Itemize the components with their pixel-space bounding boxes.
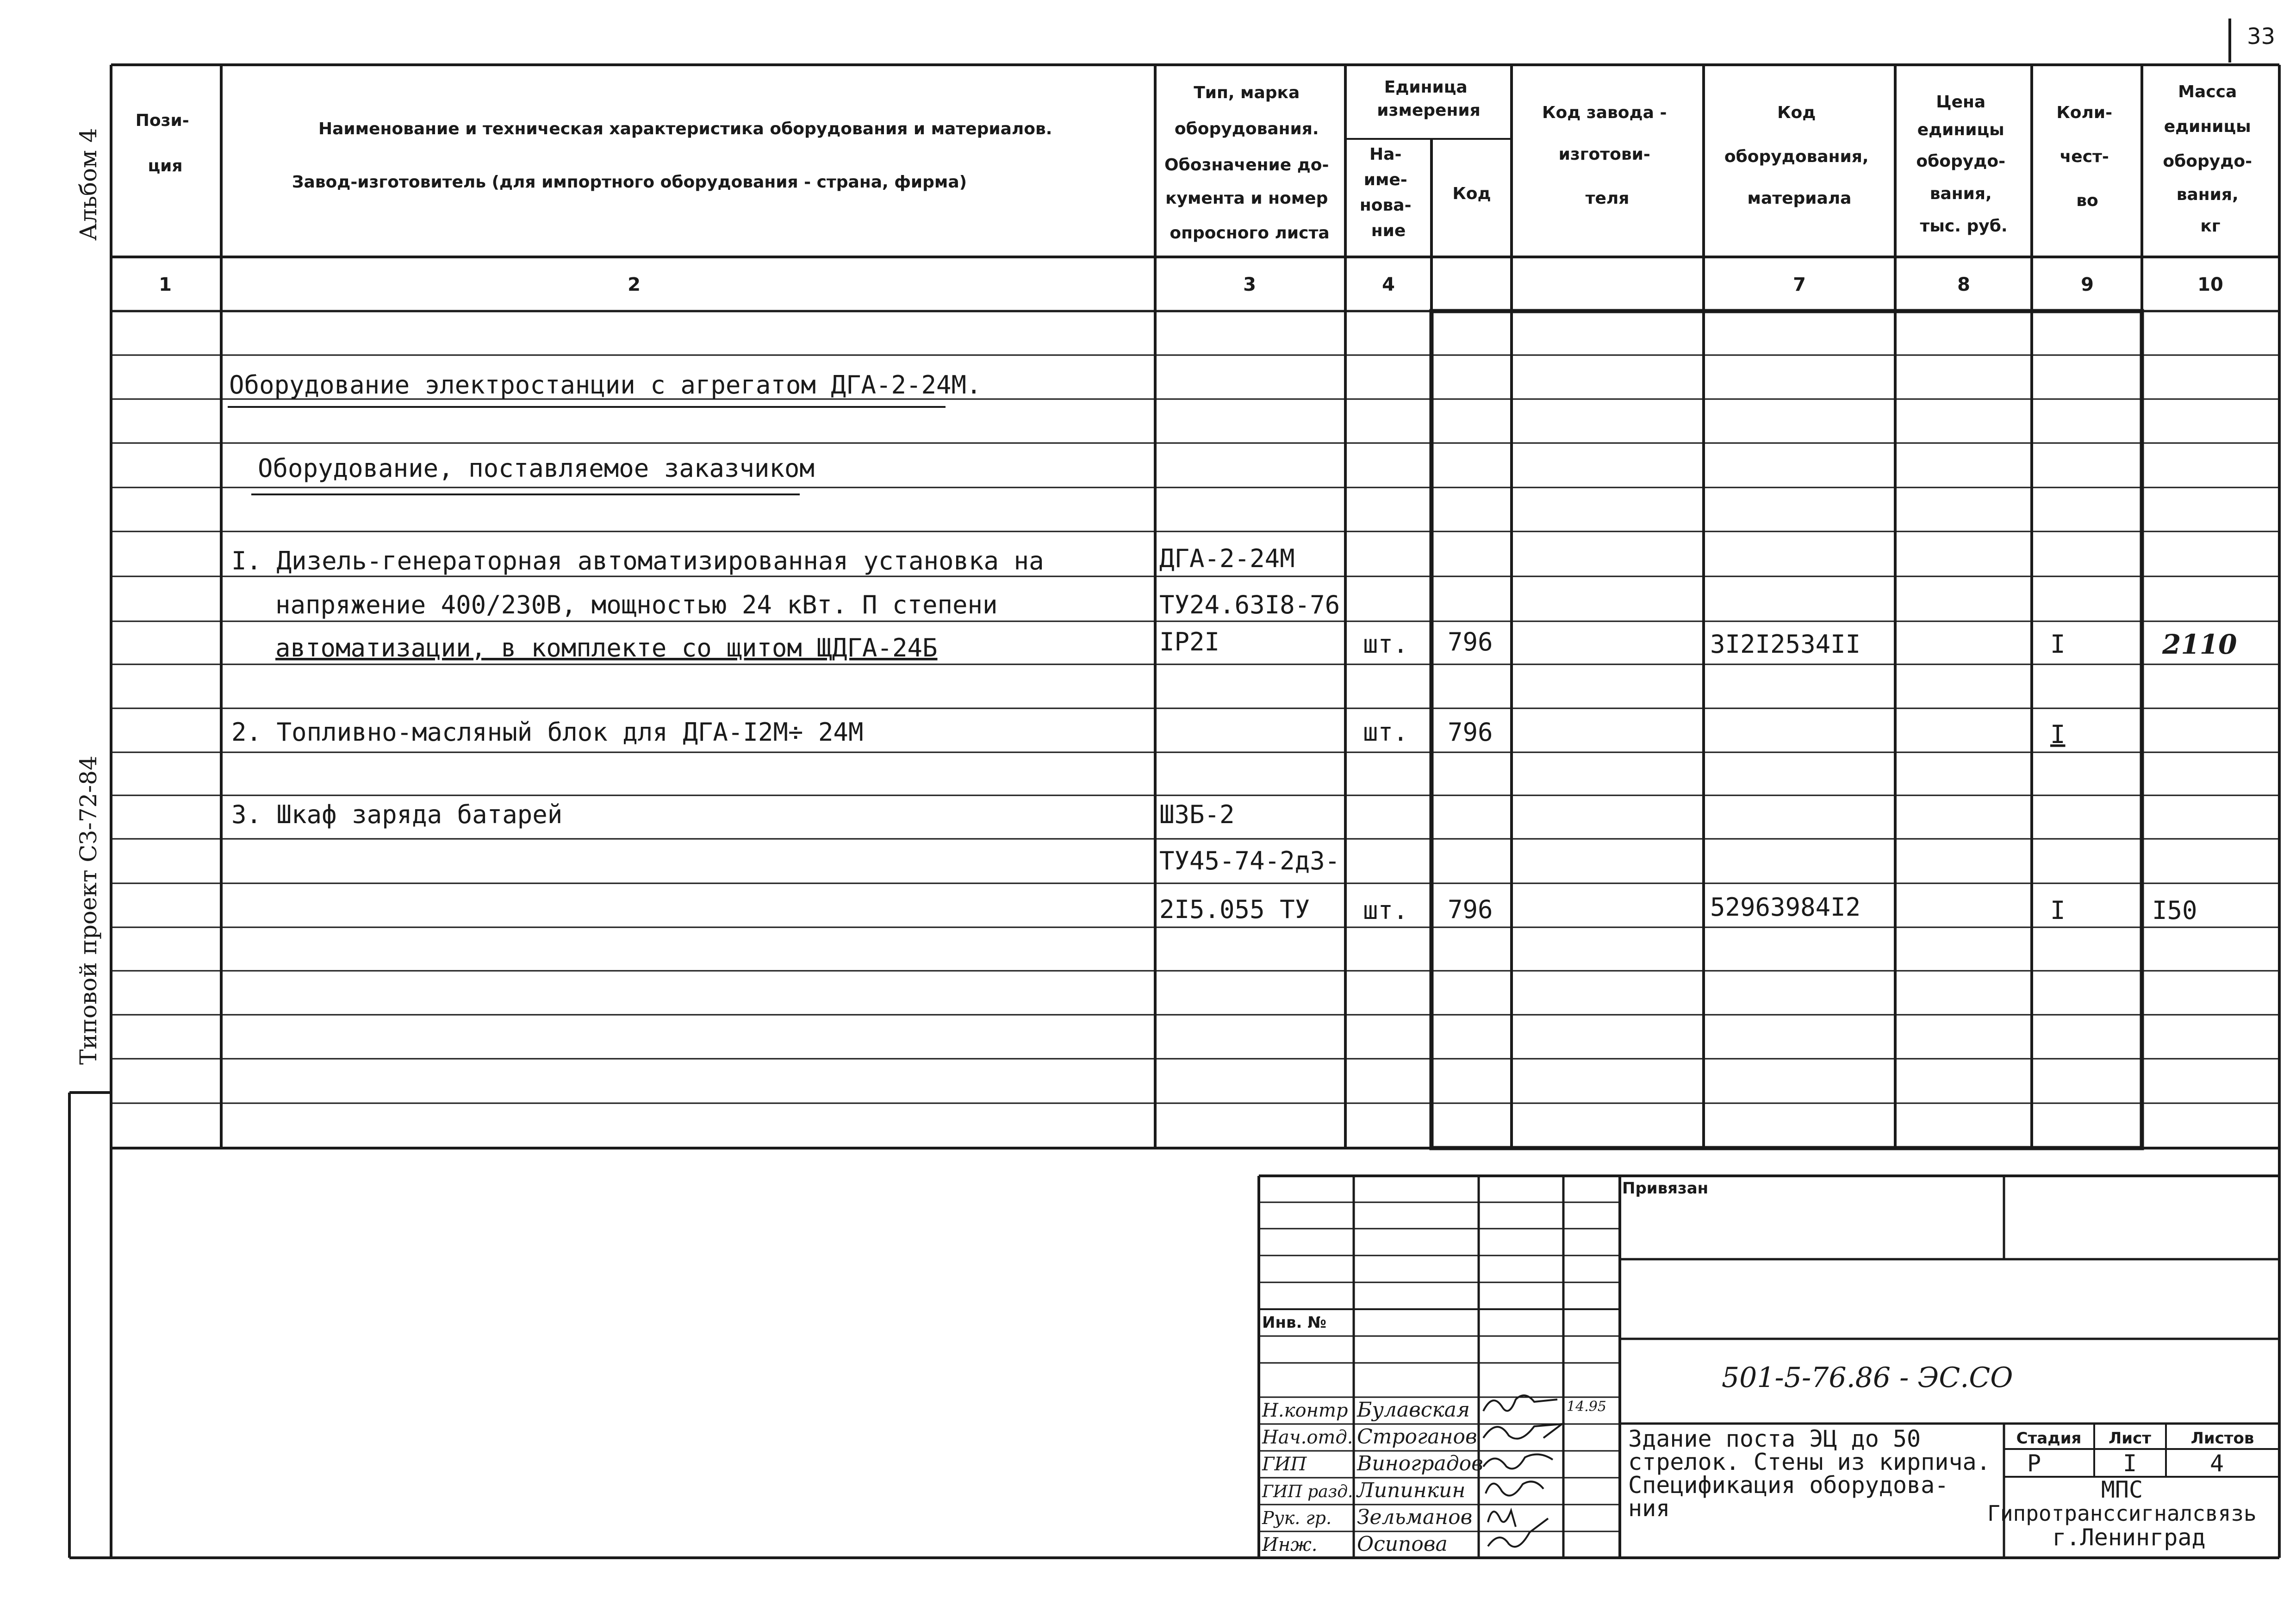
sheet-value: I bbox=[2122, 1450, 2137, 1477]
project-label: Типовой проект СЗ-72-84 bbox=[75, 756, 102, 1065]
section-title: Оборудование электростанции с агрегатом ДГА-2-24М. bbox=[229, 370, 982, 400]
item1-unit-code: 796 bbox=[1448, 627, 1493, 656]
item3-type-line1: ШЗБ-2 bbox=[1159, 800, 1235, 829]
signer-role: ГИП разд. bbox=[1262, 1482, 1353, 1501]
item2-unit: шт. bbox=[1363, 718, 1408, 747]
item1-quantity: I bbox=[2050, 630, 2066, 659]
signer-name: Липинкин bbox=[1357, 1479, 1466, 1502]
signer-role: Н.контр bbox=[1262, 1400, 1348, 1421]
sheet-label: Лист bbox=[2109, 1429, 2151, 1448]
col-number: 1 bbox=[159, 274, 172, 295]
signer-role: ГИП bbox=[1262, 1454, 1307, 1475]
signer-name: Строганов bbox=[1357, 1425, 1477, 1449]
col-number: 7 bbox=[1793, 274, 1806, 295]
sheet-number: 33 bbox=[2247, 24, 2276, 50]
item1-unit: шт. bbox=[1363, 630, 1408, 659]
header-position: Пози- ция bbox=[135, 111, 189, 175]
signer-role: Инж. bbox=[1262, 1534, 1318, 1555]
header-equipment-code: Код оборудования, материала bbox=[1724, 103, 1869, 208]
item3-type-line2: ТУ45-74-2дЗ- bbox=[1159, 846, 1340, 875]
signer-name: Зельманов bbox=[1357, 1505, 1473, 1529]
item2-unit-code: 796 bbox=[1448, 718, 1493, 747]
header-maker-code: Код завода - изготови- теля bbox=[1542, 103, 1667, 208]
item3-mass: I50 bbox=[2152, 896, 2197, 925]
item1-mass: 2110 bbox=[2162, 629, 2237, 660]
item3-unit-code: 796 bbox=[1448, 895, 1493, 924]
stage-label: Стадия bbox=[2016, 1429, 2082, 1448]
item2-quantity: I bbox=[2050, 720, 2066, 749]
item1-equipment-code: 3I2I2534II bbox=[1710, 630, 1861, 659]
header-price: Цена единицы оборудо- вания, тыс. руб. bbox=[1916, 93, 2008, 236]
signature-marks bbox=[1483, 1395, 1562, 1547]
item1-name-line3: автоматизации, в комплекте со щитом ЩДГА-24Б bbox=[275, 633, 938, 662]
title-description: Здание поста ЭЦ до 50 стрелок. Стены из кирпича. Спецификация оборудова- ния bbox=[1628, 1425, 1991, 1522]
col-number: 4 bbox=[1382, 274, 1395, 295]
item1-name-line2: напряжение 400/230В, мощностью 24 кВт. П степени bbox=[275, 590, 998, 619]
header-unit-code: Код bbox=[1452, 184, 1491, 203]
signer-date: 14.95 bbox=[1567, 1399, 1606, 1415]
header-unit: Единица измерения bbox=[1377, 78, 1481, 120]
signer-name: Булавская bbox=[1357, 1398, 1470, 1422]
header-name: Наименование и техническая характеристика оборудования и материалов. Завод-изготовитель (для импортного оборудования - страна, фирма) bbox=[292, 119, 1052, 192]
header-type: Тип, марка оборудования. Обозначение до- кумента и номер опросного листа bbox=[1164, 83, 1330, 243]
signer-role: Нач.отд. bbox=[1262, 1427, 1353, 1448]
header-unit-name: На- име- нова- ние bbox=[1359, 145, 1412, 240]
item3-equipment-code: 52963984I2 bbox=[1710, 893, 1861, 922]
inv-label: Инв. № bbox=[1262, 1313, 1327, 1332]
header-mass: Масса единицы оборудо- вания, кг bbox=[2163, 82, 2252, 236]
signer-role: Рук. гр. bbox=[1262, 1508, 1332, 1528]
album-label: Альбом 4 bbox=[75, 128, 102, 241]
document-code: 501-5-76.86 - ЭС.СО bbox=[1722, 1362, 2013, 1394]
sheets-value: 4 bbox=[2209, 1450, 2224, 1477]
stage-value: Р bbox=[2027, 1450, 2041, 1477]
col-number: 3 bbox=[1243, 274, 1256, 295]
item2-name: 2. Топливно-масляный блок для ДГА-I2М÷ 24М bbox=[231, 718, 864, 747]
col-number: 2 bbox=[628, 274, 641, 295]
item1-name-line1: I. Дизель-генераторная автоматизированная установка на bbox=[231, 546, 1044, 575]
item1-type-line1: ДГА-2-24М bbox=[1159, 544, 1295, 573]
organization: МПС Гипротранссигналсвязь г.Ленинград bbox=[1987, 1476, 2257, 1551]
sheets-label: Листов bbox=[2190, 1429, 2254, 1448]
item3-type-line3: 2I5.055 ТУ bbox=[1159, 895, 1310, 924]
item1-type-line3: IP2I bbox=[1159, 627, 1220, 656]
signer-name: Осипова bbox=[1357, 1532, 1448, 1556]
item3-quantity: I bbox=[2050, 896, 2066, 925]
item1-type-line2: ТУ24.63I8-76 bbox=[1159, 590, 1340, 619]
col-number: 9 bbox=[2081, 274, 2094, 295]
col-number: 10 bbox=[2197, 274, 2223, 295]
item3-name: 3. Шкаф заряда батарей bbox=[231, 800, 563, 829]
privyazan-label: Привязан bbox=[1622, 1179, 1709, 1198]
subsection-title: Оборудование, поставляемое заказчиком bbox=[258, 454, 815, 483]
signer-name: Виноградов bbox=[1357, 1452, 1483, 1475]
col-number: 8 bbox=[1957, 274, 1970, 295]
header-quantity: Коли- чест- во bbox=[2056, 103, 2113, 210]
item3-unit: шт. bbox=[1363, 896, 1408, 925]
